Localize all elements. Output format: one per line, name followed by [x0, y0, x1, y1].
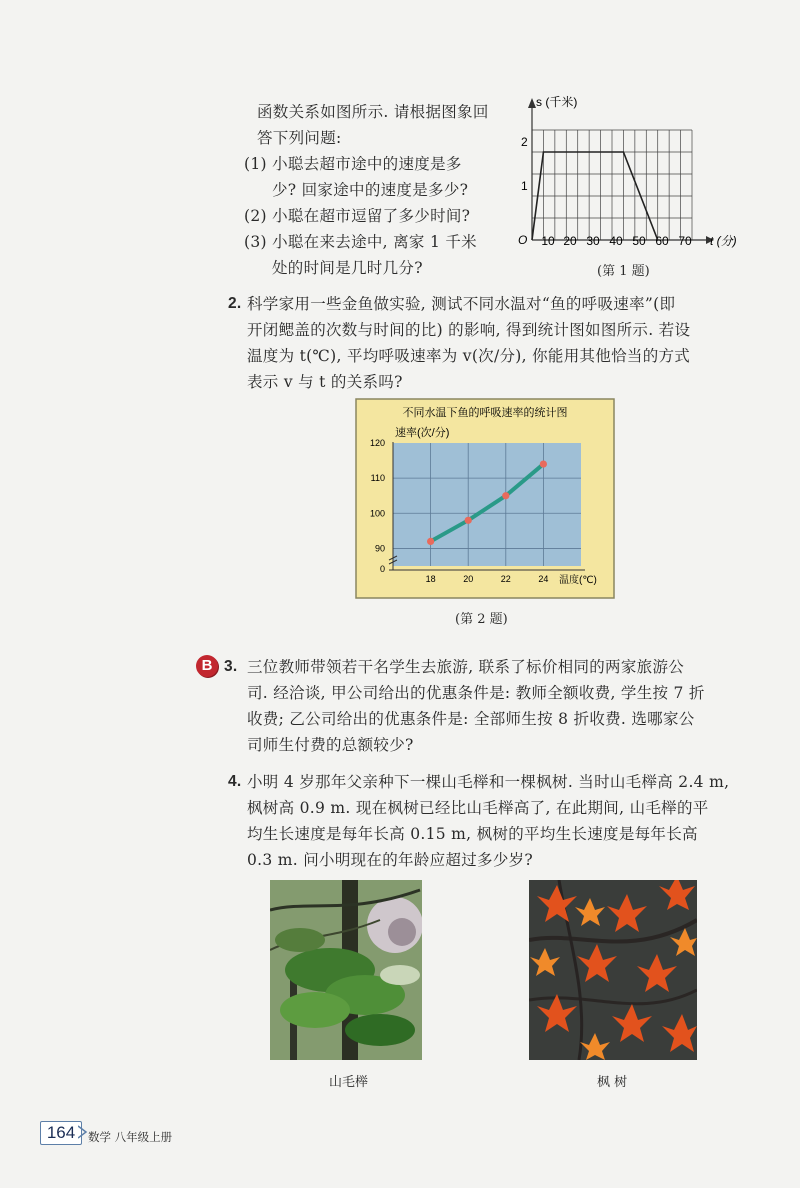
chart-2-x-tick: 24 — [538, 574, 549, 584]
problem-1-line: (3) 小聪在来去途中, 离家 1 千米 — [244, 233, 477, 251]
problem-3-line: 收费; 乙公司给出的优惠条件是: 全部师生按 8 折收费. 选哪家公 — [247, 710, 695, 728]
problem-4-line: 枫树高 0.9 m. 现在枫树已经比山毛榉高了, 在此期间, 山毛榉的平 — [247, 799, 709, 817]
problem-4-line: 0.3 m. 问小明现在的年龄应超过多少岁? — [247, 851, 534, 869]
maple-caption: 枫 树 — [597, 1075, 628, 1090]
beech-tree-photo — [270, 880, 422, 1060]
chart-2-y-tick: 110 — [370, 473, 385, 484]
problem-1-line: (2) 小聪在超市逗留了多少时间? — [244, 207, 471, 225]
distance-time-chart — [510, 92, 770, 262]
problem-3-line: 三位教师带领若干名学生去旅游, 联系了标价相同的两家旅游公 — [247, 658, 685, 676]
problem-3-number: 3. — [224, 658, 238, 675]
page-number: 164 — [40, 1121, 82, 1145]
chart-2-x-tick: 22 — [500, 574, 511, 584]
chart-2-data-point — [427, 538, 434, 545]
chart-2-y-tick: 100 — [369, 508, 385, 519]
problem-3-line: 司师生付费的总额较少? — [247, 736, 414, 754]
beech-caption: 山毛榉 — [329, 1075, 369, 1090]
chart-1-x-tick: 40 — [609, 234, 623, 248]
chart-2-y-label: 速率(次/分) — [395, 427, 450, 439]
chart-1-grid — [532, 130, 692, 240]
chart-1-x-tick: 60 — [655, 234, 669, 248]
chart-2-y-tick: 120 — [369, 438, 385, 448]
level-b-badge: B — [196, 655, 218, 677]
problem-2-line: 开闭鳃盖的次数与时间的比) 的影响, 得到统计图如图所示. 若设 — [247, 321, 691, 339]
chart-1-y-arrow — [528, 98, 536, 108]
maple-tree-image — [529, 880, 697, 1060]
chart-2-x-tick: 20 — [463, 574, 474, 584]
chart-1-x-tick: 50 — [632, 234, 646, 248]
fish-respiration-chart — [355, 398, 615, 599]
book-title: 数学 八年级上册 — [88, 1130, 173, 1144]
chart-2-x-label: 温度(℃) — [559, 575, 597, 586]
problem-2-caption: (第 2 题) — [455, 612, 508, 627]
problem-4-number: 4. — [228, 773, 242, 790]
chart-1-x-tick: 70 — [678, 234, 692, 248]
beech-tree-image — [270, 880, 422, 1060]
problem-1-caption: (第 1 题) — [597, 264, 650, 279]
problem-1-line: 函数关系如图所示. 请根据图象回 — [257, 103, 489, 121]
chart-2-y-tick: 0 — [379, 564, 385, 574]
chart-2-y-tick: 90 — [374, 543, 385, 554]
chart-2-data-point — [465, 517, 472, 524]
chart-1-origin: O — [518, 233, 528, 247]
chart-2-data-point — [540, 460, 547, 467]
chart-1-y-tick: 1 — [521, 179, 528, 193]
problem-2-line: 科学家用一些金鱼做实验, 测试不同水温对“鱼的呼吸速率”(即 — [247, 295, 676, 313]
chart-1-y-tick: 2 — [521, 135, 528, 149]
problem-3-line: 司. 经洽谈, 甲公司给出的优惠条件是: 教师全额收费, 学生按 7 折 — [247, 684, 705, 702]
chart-2-x-tick: 18 — [425, 574, 436, 584]
maple-tree-photo — [529, 880, 697, 1060]
chart-1-x-tick: 10 — [541, 234, 555, 248]
problem-2-line: 表示 v 与 t 的关系吗? — [247, 373, 403, 391]
problem-2-number: 2. — [228, 295, 242, 312]
chart-1-y-label: s (千米) — [536, 95, 578, 109]
problem-1-line: 少? 回家途中的速度是多少? — [272, 181, 469, 199]
problem-1-line: 答下列问题: — [257, 129, 342, 147]
chart-1-x-tick: 30 — [586, 234, 600, 248]
chart-1-x-label: t (分) — [710, 234, 737, 248]
chart-1-x-tick: 20 — [563, 234, 577, 248]
chart-2-plot-area — [393, 443, 581, 566]
problem-1-line: 处的时间是几时几分? — [272, 259, 423, 277]
problem-4-line: 均生长速度是每年长高 0.15 m, 枫树的平均生长速度是每年长高 — [247, 825, 698, 843]
problem-4-line: 小明 4 岁那年父亲种下一棵山毛榉和一棵枫树. 当时山毛榉高 2.4 m, — [247, 773, 730, 791]
chart-2-data-point — [502, 492, 509, 499]
problem-2-line: 温度为 t(℃), 平均呼吸速率为 v(次/分), 你能用其他恰当的方式 — [247, 347, 691, 365]
chart-2-title: 不同水温下鱼的呼吸速率的统计图 — [402, 407, 568, 419]
problem-1-line: (1) 小聪去超市途中的速度是多 — [244, 155, 462, 173]
